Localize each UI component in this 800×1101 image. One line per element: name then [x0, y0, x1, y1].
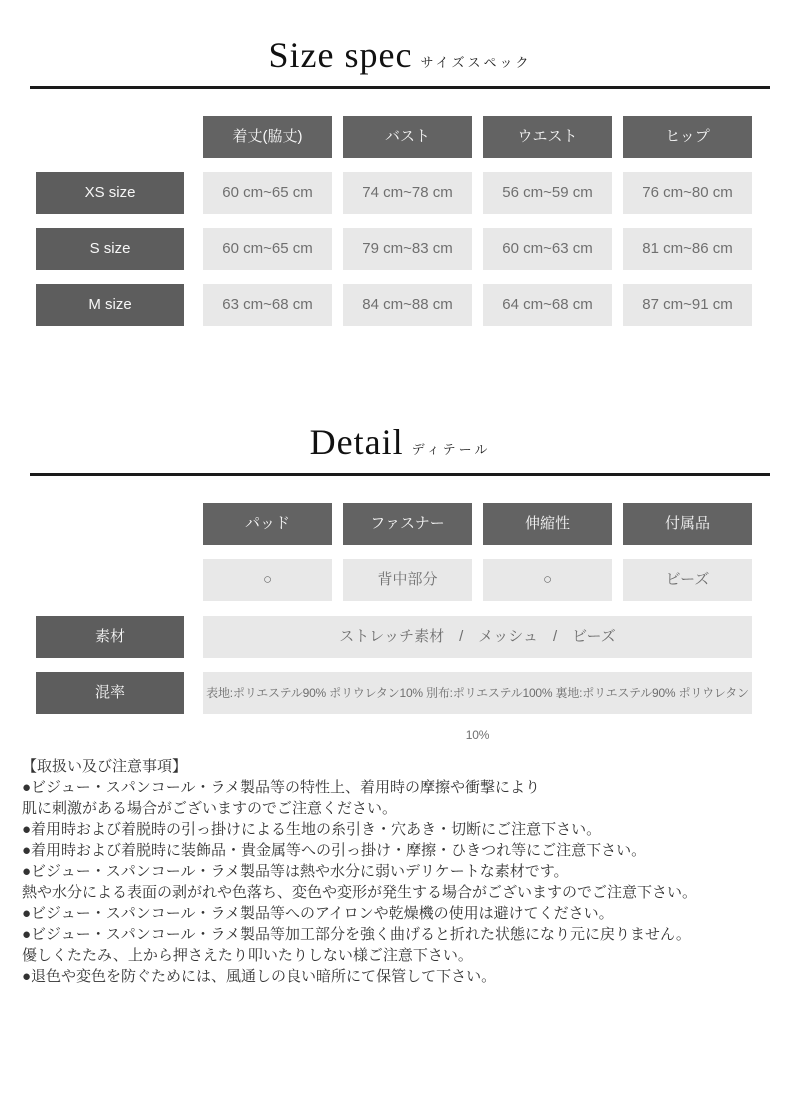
detail-table-value-row [203, 559, 800, 601]
detail-col-header-fastener: ファスナー [343, 503, 472, 545]
note-line: ●退色や変色を防ぐためには、風通しの良い暗所にて保管して下さい。 [22, 968, 497, 985]
detail-title [0, 421, 800, 463]
size-spec-divider [30, 86, 770, 89]
size-value-xs-bust: 74 cm~78 cm [343, 172, 472, 214]
detail-col-header-stretch: 伸縮性 [483, 503, 612, 545]
size-col-header-waist: ウエスト [483, 116, 612, 158]
detail-title-ja: ディテール [411, 442, 491, 457]
detail-col-header-pad: パッド [203, 503, 332, 545]
detail-divider [30, 473, 770, 476]
note-line: 優しくたたみ、上から押さえたり叩いたりしない様ご注意下さい。 [22, 947, 473, 964]
size-value-s-length: 60 cm~65 cm [203, 228, 332, 270]
table-row [36, 228, 800, 270]
size-value-m-bust: 84 cm~88 cm [343, 284, 472, 326]
size-value-xs-hip: 76 cm~80 cm [623, 172, 752, 214]
size-value-xs-length: 60 cm~65 cm [203, 172, 332, 214]
detail-section [0, 421, 800, 742]
size-col-header-hip: ヒップ [623, 116, 752, 158]
note-line: ●ビジュー・スパンコール・ラメ製品等加工部分を強く曲げると折れた状態になり元に戻りません。 [22, 926, 691, 943]
size-spec-section [0, 34, 800, 326]
blend-label: 混率 [36, 672, 184, 714]
notes-section [22, 756, 800, 987]
material-row [36, 616, 800, 658]
size-spec-title-en: Size spec [268, 35, 413, 75]
note-line: 熱や水分による表面の剥がれや色落ち、変色や変形が発生する場合がございますのでご注意下さい。 [22, 884, 698, 901]
material-label: 素材 [36, 616, 184, 658]
table-row [36, 284, 800, 326]
size-col-header-bust: バスト [343, 116, 472, 158]
blend-row [36, 672, 800, 742]
note-line: ●ビジュー・スパンコール・ラメ製品等へのアイロンや乾燥機の使用は避けてください。 [22, 905, 614, 922]
notes-heading: 【取扱い及び注意事項】 [22, 758, 188, 775]
size-value-m-waist: 64 cm~68 cm [483, 284, 612, 326]
size-row-label-m: M size [36, 284, 184, 326]
size-row-label-xs: XS size [36, 172, 184, 214]
size-spec-title [0, 34, 800, 76]
blend-value: 表地:ポリエステル90% ポリウレタン10% 別布:ポリエステル100% 裏地:ポリエステル90% ポリウレタン10% [203, 672, 752, 714]
size-value-m-hip: 87 cm~91 cm [623, 284, 752, 326]
detail-col-header-accessory: 付属品 [623, 503, 752, 545]
size-value-s-hip: 81 cm~86 cm [623, 228, 752, 270]
detail-value-fastener: 背中部分 [343, 559, 472, 601]
detail-table-header-row [203, 503, 800, 545]
note-line: ●着用時および着脱時に装飾品・貴金属等への引っ掛け・摩擦・ひきつれ等にご注意下さい。 [22, 842, 647, 859]
note-line: ●ビジュー・スパンコール・ラメ製品等の特性上、着用時の摩擦や衝撃により [22, 779, 541, 796]
detail-value-accessory: ビーズ [623, 559, 752, 601]
size-table-header-row [203, 116, 800, 158]
detail-title-en: Detail [309, 422, 404, 462]
product-spec-page [0, 34, 800, 987]
size-value-s-bust: 79 cm~83 cm [343, 228, 472, 270]
detail-value-stretch: ○ [483, 559, 612, 601]
size-row-label-s: S size [36, 228, 184, 270]
material-value: ストレッチ素材 / メッシュ / ビーズ [203, 616, 752, 658]
note-line: ●ビジュー・スパンコール・ラメ製品等は熱や水分に弱いデリケートな素材です。 [22, 863, 569, 880]
size-value-s-waist: 60 cm~63 cm [483, 228, 612, 270]
size-value-m-length: 63 cm~68 cm [203, 284, 332, 326]
note-line: 肌に刺激がある場合がございますのでご注意ください。 [22, 800, 398, 817]
table-row [36, 172, 800, 214]
detail-value-pad: ○ [203, 559, 332, 601]
size-value-xs-waist: 56 cm~59 cm [483, 172, 612, 214]
size-col-header-length: 着丈(脇丈) [203, 116, 332, 158]
note-line: ●着用時および着脱時の引っ掛けによる生地の糸引き・穴あき・切断にご注意下さい。 [22, 821, 602, 838]
size-spec-title-ja: サイズスペック [420, 55, 532, 70]
